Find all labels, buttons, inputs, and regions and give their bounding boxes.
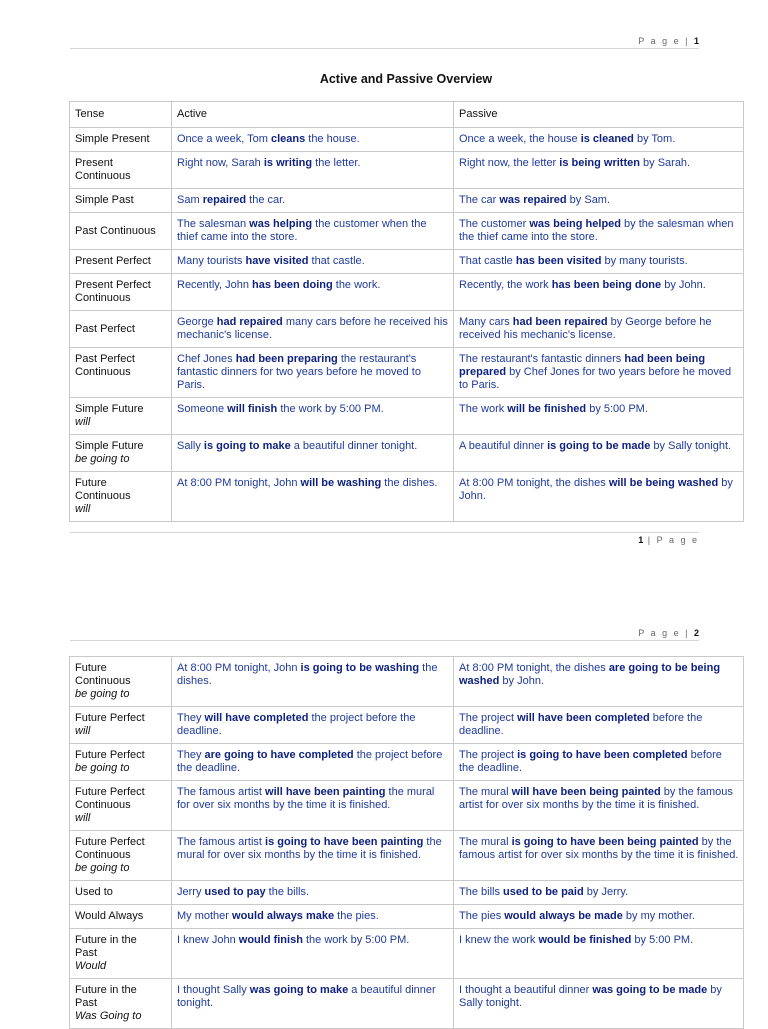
sentence-text: I thought Sally	[177, 984, 250, 996]
tense-cell	[70, 311, 172, 348]
verb-phrase: will finish	[227, 403, 278, 415]
tense-name: Future in the	[75, 934, 137, 946]
sentence-text: The mural	[459, 836, 512, 848]
tense-cell	[70, 929, 172, 979]
page-label: P a g e |	[638, 628, 690, 638]
sentence-text: Once a week, the house	[459, 133, 581, 145]
sentence-text: by 5:00 PM.	[631, 934, 694, 946]
tense-name: Continuous	[75, 366, 131, 378]
tense-cell	[70, 398, 172, 435]
table-row	[70, 348, 744, 398]
tense-name: Future in the	[75, 984, 137, 996]
sentence-text: The salesman	[177, 218, 250, 230]
verb-phrase: will have been being painted	[511, 786, 661, 798]
tense-name: Present Perfect	[75, 255, 151, 267]
tense-cell	[70, 979, 172, 1029]
page-number: 2	[693, 628, 699, 638]
tense-cell	[70, 781, 172, 831]
sentence-text: by my mother.	[622, 910, 695, 922]
passive-example-cell	[454, 274, 744, 311]
passive-example-cell	[454, 398, 744, 435]
table-row	[70, 274, 744, 311]
sentence-text: by Tom.	[633, 133, 676, 145]
active-example-cell	[172, 274, 454, 311]
sentence-text: the mural for over six months by the time it is finished.	[177, 786, 435, 811]
passive-example-cell	[454, 472, 744, 522]
sentence-text: by the famous artist for over six months by the time it is finished.	[459, 836, 739, 861]
active-example-cell	[172, 905, 454, 929]
passive-example-cell	[454, 128, 744, 152]
tense-form: will	[75, 812, 91, 824]
tense-form: be going to	[75, 762, 130, 774]
verb-phrase: is going to have been completed	[517, 749, 688, 761]
sentence-text: by Sally tonight.	[459, 984, 722, 1009]
tense-name: Future	[75, 662, 107, 674]
sentence-text: by John.	[459, 477, 733, 502]
tense-table-page-1	[69, 101, 744, 522]
verb-phrase: will have been painting	[265, 786, 386, 798]
tense-name: Past	[75, 997, 98, 1009]
tense-name: Simple Past	[75, 194, 134, 206]
verb-phrase: will be finished	[507, 403, 587, 415]
tense-cell	[70, 348, 172, 398]
verb-phrase: will be washing	[300, 477, 382, 489]
sentence-text: Chef Jones	[177, 353, 236, 365]
verb-phrase: would always be made	[504, 910, 623, 922]
passive-example-cell	[454, 311, 744, 348]
tense-cell	[70, 435, 172, 472]
sentence-text: Jerry	[177, 886, 205, 898]
sentence-text: by Chef Jones for two years before he moved to Paris.	[459, 366, 732, 391]
sentence-text: before the deadline.	[459, 712, 703, 737]
sentence-text: I knew John	[177, 934, 239, 946]
verb-phrase: is going to make	[203, 440, 291, 452]
tense-name: Continuous	[75, 799, 131, 811]
verb-phrase: was being helped	[529, 218, 621, 230]
column-header-passive: Passive	[454, 102, 744, 128]
sentence-text: The work	[459, 403, 508, 415]
passive-example-cell	[454, 929, 744, 979]
sentence-text: Sally	[177, 440, 204, 452]
table-row	[70, 781, 744, 831]
table-row	[70, 128, 744, 152]
tense-form: be going to	[75, 688, 130, 700]
tense-cell	[70, 189, 172, 213]
verb-phrase: cleans	[270, 133, 306, 145]
tense-name: Continuous	[75, 675, 131, 687]
sentence-text: The car	[459, 194, 500, 206]
sentence-text: I thought a beautiful dinner	[459, 984, 593, 996]
sentence-text: by Sam.	[566, 194, 611, 206]
sentence-text: by the famous artist for over six months by the time it is finished.	[459, 786, 733, 811]
sentence-text: the customer when the thief came into the store.	[177, 218, 427, 243]
tense-name: Present Perfect	[75, 279, 151, 291]
active-example-cell	[172, 398, 454, 435]
passive-example-cell	[454, 744, 744, 781]
verb-phrase: was going to make	[249, 984, 349, 996]
tense-name: Past Perfect	[75, 353, 135, 365]
sentence-text: They	[177, 749, 205, 761]
verb-phrase: will have been completed	[517, 712, 650, 724]
verb-phrase: is going to have been being painted	[511, 836, 699, 848]
table-row	[70, 189, 744, 213]
tense-form: Would	[75, 960, 107, 972]
table-row	[70, 929, 744, 979]
sentence-text: At 8:00 PM tonight, the dishes	[459, 477, 609, 489]
verb-phrase: is being written	[559, 157, 640, 169]
table-row	[70, 311, 744, 348]
tense-name: Continuous	[75, 292, 131, 304]
sentence-text: a beautiful dinner tonight.	[177, 984, 436, 1009]
sentence-text: Sam	[177, 194, 203, 206]
page-1-footer	[70, 532, 699, 545]
sentence-text: the letter.	[312, 157, 361, 169]
sentence-text: the project before the deadline.	[177, 749, 443, 774]
verb-phrase: used to pay	[204, 886, 266, 898]
sentence-text: Many tourists	[177, 255, 246, 267]
sentence-text: a beautiful dinner tonight.	[290, 440, 418, 452]
verb-phrase: used to be paid	[503, 886, 584, 898]
sentence-text: the project before the deadline.	[177, 712, 416, 737]
sentence-text: I knew the work	[459, 934, 539, 946]
tense-form: will	[75, 503, 91, 515]
tense-name: Simple Present	[75, 133, 150, 145]
passive-example-cell	[454, 152, 744, 189]
page-label: P a g e |	[638, 36, 690, 46]
tense-cell	[70, 128, 172, 152]
tense-name: Simple Future	[75, 403, 144, 415]
tense-name: Continuous	[75, 490, 131, 502]
active-example-cell	[172, 152, 454, 189]
active-example-cell	[172, 250, 454, 274]
verb-phrase: is going to be made	[547, 440, 651, 452]
verb-phrase: are going to have completed	[204, 749, 354, 761]
verb-phrase: has been visited	[515, 255, 602, 267]
table-row	[70, 979, 744, 1029]
sentence-text: that castle.	[308, 255, 365, 267]
table-row	[70, 657, 744, 707]
sentence-text: The customer	[459, 218, 530, 230]
active-example-cell	[172, 311, 454, 348]
tense-name: Future Perfect	[75, 786, 145, 798]
sentence-text: Recently, John	[177, 279, 253, 291]
tense-name: Past Perfect	[75, 322, 135, 335]
sentence-text: At 8:00 PM tonight, John	[177, 662, 301, 674]
tense-name: Past	[75, 947, 98, 959]
tense-name: Would Always	[75, 910, 144, 922]
table-row	[70, 905, 744, 929]
tense-cell	[70, 274, 172, 311]
verb-phrase: would always make	[232, 910, 335, 922]
table-header-row	[70, 102, 744, 128]
sentence-text: by Sally tonight.	[650, 440, 732, 452]
active-example-cell	[172, 744, 454, 781]
verb-phrase: had repaired	[216, 316, 283, 328]
verb-phrase: had been repaired	[512, 316, 608, 328]
tense-cell	[70, 707, 172, 744]
passive-example-cell	[454, 348, 744, 398]
sentence-text: the pies.	[334, 910, 379, 922]
verb-phrase: will have completed	[204, 712, 309, 724]
passive-example-cell	[454, 979, 744, 1029]
sentence-text: by John.	[499, 675, 544, 687]
verb-phrase: have visited	[245, 255, 309, 267]
tense-form: will	[75, 416, 91, 428]
tense-name: Present	[75, 157, 113, 169]
active-example-cell	[172, 348, 454, 398]
page-number: 1	[693, 36, 699, 46]
active-example-cell	[172, 435, 454, 472]
tense-name: Used to	[75, 886, 113, 898]
sentence-text: the work by 5:00 PM.	[302, 934, 410, 946]
page-2-header	[70, 628, 699, 641]
sentence-text: the car.	[246, 194, 286, 206]
table-row	[70, 707, 744, 744]
tense-cell	[70, 905, 172, 929]
tense-form: be going to	[75, 453, 130, 465]
column-header-active: Active	[172, 102, 454, 128]
passive-example-cell	[454, 213, 744, 250]
sentence-text: Someone	[177, 403, 228, 415]
tense-name: Simple Future	[75, 440, 144, 452]
verb-phrase: was helping	[249, 218, 313, 230]
table-row	[70, 250, 744, 274]
passive-example-cell	[454, 435, 744, 472]
sentence-text: The famous artist	[177, 836, 266, 848]
sentence-text: Many cars	[459, 316, 513, 328]
sentence-text: by 5:00 PM.	[586, 403, 648, 415]
verb-phrase: is going to have been painting	[265, 836, 424, 848]
table-row	[70, 435, 744, 472]
tense-name: Future Perfect	[75, 836, 145, 848]
sentence-text: the restaurant's fantastic dinners for two years before he moved to Paris.	[177, 353, 421, 391]
tense-cell	[70, 744, 172, 781]
passive-example-cell	[454, 881, 744, 905]
table-row	[70, 213, 744, 250]
tense-cell	[70, 881, 172, 905]
sentence-text: the bills.	[265, 886, 310, 898]
verb-phrase: was repaired	[499, 194, 567, 206]
active-example-cell	[172, 929, 454, 979]
page-1-header	[70, 36, 699, 49]
table-row	[70, 881, 744, 905]
sentence-text: That castle	[459, 255, 516, 267]
tense-cell	[70, 657, 172, 707]
table-row	[70, 831, 744, 881]
tense-cell	[70, 152, 172, 189]
active-example-cell	[172, 707, 454, 744]
sentence-text: The project	[459, 712, 518, 724]
footer-page-label: | P a g e	[647, 535, 699, 545]
passive-example-cell	[454, 189, 744, 213]
active-example-cell	[172, 831, 454, 881]
sentence-text: The restaurant's fantastic dinners	[459, 353, 625, 365]
verb-phrase: had been being prepared	[459, 353, 706, 378]
sentence-text: The pies	[459, 910, 505, 922]
sentence-text: the work.	[332, 279, 381, 291]
sentence-text: the house.	[305, 133, 360, 145]
table-row	[70, 472, 744, 522]
passive-example-cell	[454, 657, 744, 707]
tense-cell	[70, 213, 172, 250]
sentence-text: The famous artist	[177, 786, 266, 798]
passive-example-cell	[454, 905, 744, 929]
sentence-text: before the deadline.	[459, 749, 722, 774]
tense-name: Continuous	[75, 170, 131, 182]
sentence-text: the work by 5:00 PM.	[277, 403, 384, 415]
tense-name: Future Perfect	[75, 749, 145, 761]
sentence-text: by George before he received his mechanic's license.	[459, 316, 712, 341]
verb-phrase: will be being washed	[608, 477, 719, 489]
column-header-tense: Tense	[70, 102, 172, 128]
sentence-text: Recently, the work	[459, 279, 552, 291]
tense-form: be going to	[75, 862, 130, 874]
sentence-text: Once a week, Tom	[177, 133, 271, 145]
sentence-text: many cars before he received his mechanic's license.	[177, 316, 448, 341]
passive-example-cell	[454, 831, 744, 881]
verb-phrase: would be finished	[538, 934, 632, 946]
sentence-text: At 8:00 PM tonight, the dishes	[459, 662, 609, 674]
tense-form: will	[75, 725, 91, 737]
sentence-text: The bills	[459, 886, 504, 898]
sentence-text: Right now, the letter	[459, 157, 560, 169]
active-example-cell	[172, 881, 454, 905]
verb-phrase: is going to be washing	[300, 662, 420, 674]
active-example-cell	[172, 781, 454, 831]
sentence-text: The mural	[459, 786, 512, 798]
table-row	[70, 744, 744, 781]
document-title: Active and Passive Overview	[319, 72, 493, 86]
sentence-text: by John.	[661, 279, 706, 291]
active-example-cell	[172, 128, 454, 152]
tense-name: Continuous	[75, 849, 131, 861]
verb-phrase: would finish	[238, 934, 303, 946]
sentence-text: The project	[459, 749, 518, 761]
verb-phrase: has been doing	[252, 279, 333, 291]
tense-cell	[70, 250, 172, 274]
sentence-text: My mother	[177, 910, 233, 922]
passive-example-cell	[454, 250, 744, 274]
active-example-cell	[172, 657, 454, 707]
sentence-text: by Jerry.	[583, 886, 629, 898]
table-row	[70, 398, 744, 435]
table-row	[70, 152, 744, 189]
verb-phrase: are going to be being washed	[459, 662, 721, 687]
footer-page-number: 1	[638, 535, 644, 545]
active-example-cell	[172, 472, 454, 522]
verb-phrase: is cleaned	[580, 133, 634, 145]
sentence-text: They	[177, 712, 205, 724]
tense-name: Future Perfect	[75, 712, 145, 724]
tense-name: Future	[75, 477, 107, 489]
sentence-text: the mural for over six months by the time it is finished.	[177, 836, 442, 861]
sentence-text: George	[177, 316, 217, 328]
tense-form: Was Going to	[75, 1010, 142, 1022]
active-example-cell	[172, 979, 454, 1029]
passive-example-cell	[454, 707, 744, 744]
verb-phrase: has been being done	[551, 279, 662, 291]
sentence-text: the dishes.	[381, 477, 438, 489]
sentence-text: by many tourists.	[601, 255, 688, 267]
sentence-text: by Sarah.	[639, 157, 691, 169]
tense-table-page-2	[69, 656, 744, 1029]
sentence-text: At 8:00 PM tonight, John	[177, 477, 301, 489]
verb-phrase: was going to be made	[592, 984, 708, 996]
sentence-text: by the salesman when the thief came into the store.	[459, 218, 734, 243]
active-example-cell	[172, 213, 454, 250]
active-example-cell	[172, 189, 454, 213]
tense-cell	[70, 831, 172, 881]
verb-phrase: is writing	[263, 157, 313, 169]
passive-example-cell	[454, 781, 744, 831]
sentence-text: Right now, Sarah	[177, 157, 264, 169]
verb-phrase: had been preparing	[235, 353, 338, 365]
verb-phrase: repaired	[202, 194, 247, 206]
sentence-text: A beautiful dinner	[459, 440, 548, 452]
tense-cell	[70, 472, 172, 522]
tense-name: Past Continuous	[75, 224, 156, 237]
sentence-text: the dishes.	[177, 662, 438, 687]
